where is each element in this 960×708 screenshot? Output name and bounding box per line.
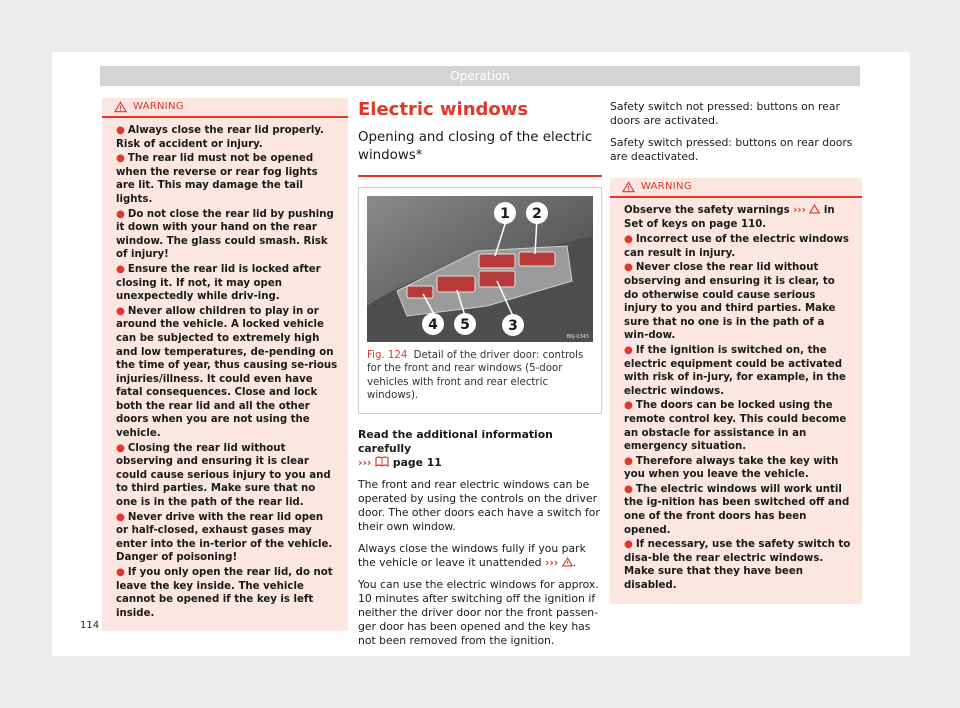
paragraph: Safety switch not pressed: buttons on rear doors are activated. [610,100,840,127]
figure-box [358,187,602,414]
left-warning-list [102,118,348,631]
warning-item: ● If you only open the rear lid, do not leave the key inside. The vehicle cannot be opened if the key is left inside. [116,567,333,619]
warning-triangle-icon [622,181,635,193]
running-header: Operation [100,66,860,86]
bullet-icon: ● [116,511,125,523]
warning-item: ● Never allow children to play in or around the vehicle. A locked vehicle can be subjected to extremely high and low temperatures, de-pending on the time of year, thus causing se-rious injuries/illness. It could even have fatal consequences. Close and lock both the rear lid and all the other doors when you are not using the vehicle. [116,305,338,440]
bullet-icon: ● [624,539,633,551]
paragraph: You can use the electric windows for approx. 10 minutes after switching off the ignition if neither the driver door nor the front passen-ger door has been opened and the key has not been removed from the ignition. [358,577,599,647]
warning-heading: WARNING [133,101,184,113]
warning-item: ● Never drive with the rear lid open or half-closed, exhaust gases may enter into the in-terior of the vehicle. Danger of poisoning! [116,511,333,564]
figure-caption [367,349,593,403]
bullet-icon: ● [116,305,125,317]
section-subtitle: Opening and closing of the electric windows* [358,129,602,177]
warning-item: ● The doors can be locked using the remote control key. This could become an obstacle for assistance in an emergency situation. [624,400,847,453]
window-controls-illustration [367,196,593,342]
bullet-icon: ● [116,153,125,165]
right-warning-box [610,178,862,604]
figure-label: 4 [428,317,438,333]
figure-label: 5 [460,317,470,333]
bullet-icon: ● [116,125,125,136]
bullet-icon: ● [624,344,633,356]
warning-item: ● The rear lid must not be opened when the reverse or rear fog lights are lit. This may damage the tail lights. [116,153,318,205]
bullet-icon: ● [624,483,633,495]
read-more-line: Read the additional information carefully ››› page 11 [358,427,553,469]
bullet-icon: ● [624,234,633,246]
set-of-keys-link[interactable]: in Set of keys on page 110. [624,205,835,230]
bullet-icon: ● [116,567,125,578]
figure-label: 1 [500,206,510,222]
warning-item: ● If the ignition is switched on, the electric equipment could be activated with risk of in-jury, for example, in the electric windows. [624,344,846,397]
warning-item: ● Closing the rear lid without observing and ensuring it is clear could cause serious injury to you and to third parties. Make sure that no one is in the path of the rear lid. [116,442,331,509]
bullet-icon: ● [116,263,125,275]
warning-item: ● If necessary, use the safety switch to disa-ble the rear electric windows. Make sure that they have been disabled. [624,539,851,592]
figure-number: Fig. 124 [367,350,408,361]
warning-item: ● Ensure the rear lid is locked after closing it. If not, it may open unexpectedly while driv-ing. [116,263,321,303]
right-warning-list [610,198,862,604]
right-column [610,98,862,604]
figure-label: 2 [532,206,542,222]
right-warning-header [610,178,862,198]
figure-caption-text: Detail of the driver door: controls for the front and rear windows (5-door vehicles with front and rear electric windows). [367,350,584,402]
left-warning-header [102,98,348,118]
middle-column [358,98,602,648]
page-number: 114 [80,620,100,631]
warning-triangle-icon [114,101,127,113]
left-column [102,98,348,631]
paragraph: Safety switch pressed: buttons on rear doors are deactivated. [610,136,853,163]
page-reference-link[interactable]: page 11 [392,455,442,469]
warning-item: ● Always close the rear lid properly. Risk of accident or injury. [116,125,324,150]
warning-triangle-icon [809,204,820,214]
section-title: Electric windows [358,99,529,120]
book-icon [375,456,389,467]
bullet-icon: ● [624,262,633,274]
bullet-icon: ● [116,208,125,220]
warning-item: ● Do not close the rear lid by pushing it down with your hand on the rear window. The glass could smash. Risk of injury! [116,208,334,261]
figure-code: B6J-0345 [566,334,589,340]
paragraph: The front and rear electric windows can be operated by using the controls on the driver door. The other doors each have a switch for their own window. [358,477,600,533]
warning-heading: WARNING [641,181,692,193]
figure-image [367,196,593,342]
bullet-icon: ● [624,400,633,412]
warning-item: ● The electric windows will work until the ig-nition has been switched off and one of the front doors has been opened. [624,483,850,536]
warning-item: ● Never close the rear lid without observing and ensuring it is clear, to do otherwise could cause serious injury to you and third parties. Make sure that no one is in the path of a win-dow. [624,262,836,342]
left-warning-box [102,98,348,631]
warning-triangle-icon [562,557,573,567]
figure-label: 3 [508,318,518,334]
warning-item: ● Therefore always take the key with you when you leave the vehicle. [624,455,839,481]
warning-lead: Observe the safety warnings ››› in Set of keys on page 110. [624,205,835,230]
warning-item: ● Incorrect use of the electric windows can result in injury. [624,234,849,259]
bullet-icon: ● [624,455,633,467]
paragraph: Always close the windows fully if you park the vehicle or leave it unattended ››› . [358,541,586,569]
bullet-icon: ● [116,442,125,454]
